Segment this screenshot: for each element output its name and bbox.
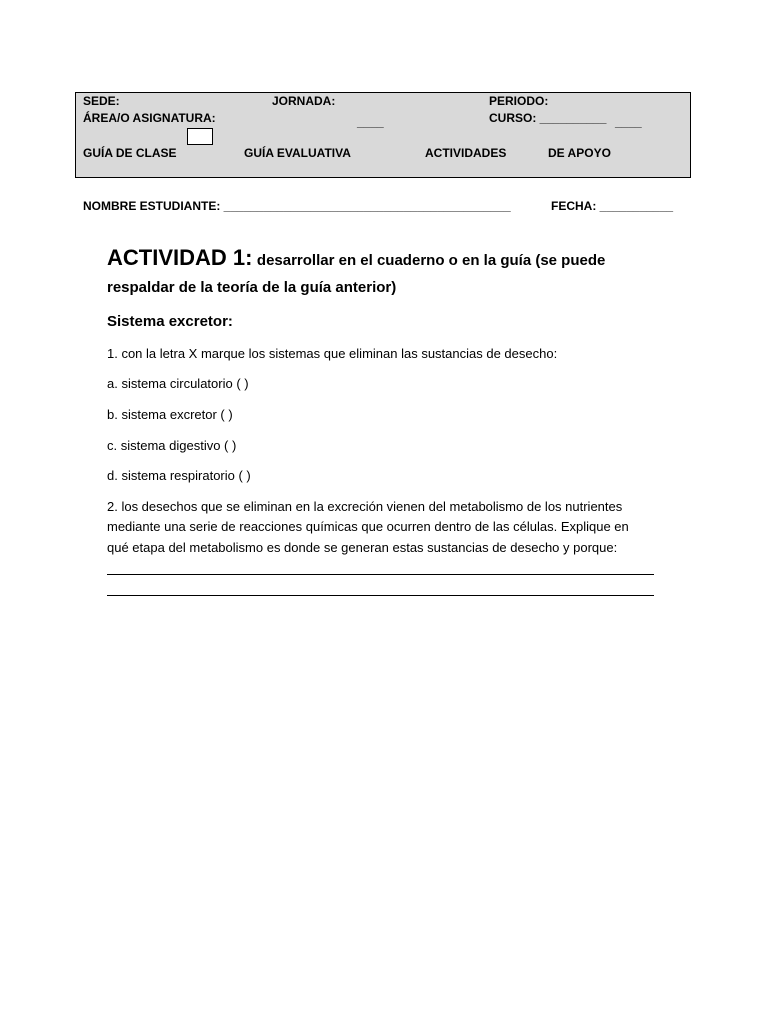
question2-line2: mediante una serie de reacciones químicas que ocurren dentro de las células. Explique en [107,519,629,534]
activity-title: ACTIVIDAD 1: [107,245,253,270]
guia-evaluativa-label: GUÍA EVALUATIVA [244,146,351,160]
area-label: ÁREA/O ASIGNATURA: [83,111,216,125]
curso-label: CURSO: __________ [489,111,607,125]
section-title: Sistema excretor: [107,313,233,330]
de-apoyo-label: DE APOYO [548,146,611,160]
activity-heading [107,245,605,271]
activity-subtitle-line2: respaldar de la teoría de la guía anterior) [107,279,397,296]
question1-option-c[interactable]: c. sistema digestivo ( ) [107,438,237,453]
answer-line-2[interactable] [107,595,654,596]
guia-clase-checkbox[interactable] [187,128,213,145]
periodo-label: PERIODO: [489,94,549,108]
question1-prompt: 1. con la letra X marque los sistemas que eliminan las sustancias de desecho: [107,346,558,361]
question1-option-b[interactable]: b. sistema excretor ( ) [107,407,233,422]
question2-line1: 2. los desechos que se eliminan en la excreción vienen del metabolismo de los nutrientes [107,499,623,514]
guia-clase-label: GUÍA DE CLASE [83,146,177,160]
date-field[interactable]: FECHA: ___________ [551,199,674,213]
area-blank: ____ [357,115,384,129]
question1-option-a[interactable]: a. sistema circulatorio ( ) [107,376,249,391]
activity-subtitle-line1: desarrollar en el cuaderno o en la guía (se puede [256,252,606,269]
question2-line3: qué etapa del metabolismo es donde se generan estas sustancias de desecho y porque: [107,540,618,555]
student-name-field[interactable]: NOMBRE ESTUDIANTE: ___________________________________________ [83,199,511,213]
answer-line-1[interactable] [107,574,654,575]
question1-option-d[interactable]: d. sistema respiratorio ( ) [107,468,251,483]
actividades-label: ACTIVIDADES [425,146,507,160]
curso-blank: ____ [615,115,642,129]
jornada-label: JORNADA: [272,94,336,108]
header-box [75,92,691,178]
sede-label: SEDE: [83,94,120,108]
